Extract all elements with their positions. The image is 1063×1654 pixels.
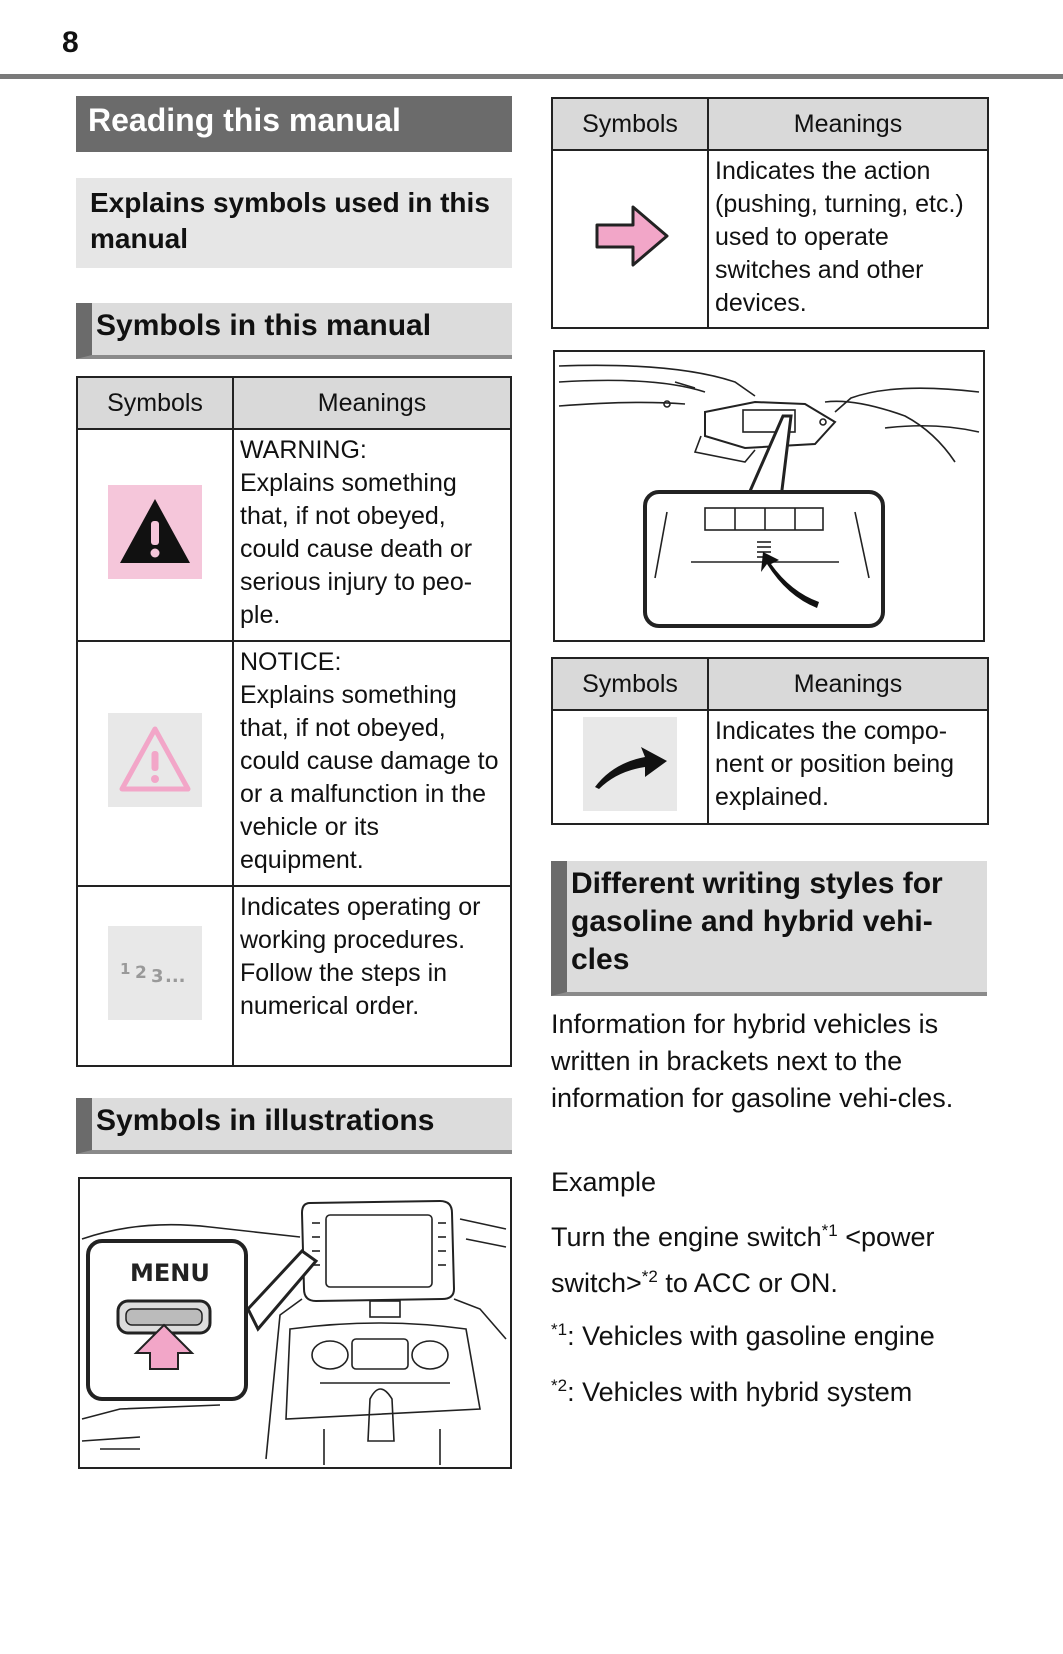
warning-triangle-icon (108, 485, 202, 579)
symbols-illustrations-heading: Symbols in illustrations (76, 1098, 512, 1154)
warning-text: WARNING: Explains something that, if not obeyed, could cause death or serious injury to peo-ple. (233, 429, 511, 641)
notice-cell (77, 641, 233, 886)
curved-arrow-icon (583, 717, 677, 811)
col-meanings: Meanings (233, 377, 511, 429)
col-meanings: Meanings (708, 658, 988, 710)
example-sentence: Turn the engine switch$^{*1}$ <power switch>$^{*2}$ to ACC or ON. (551, 1221, 935, 1298)
footnote-2: $^{*2}$: Vehicles with hybrid system (551, 1376, 913, 1407)
curved-arrow-cell (552, 710, 708, 824)
pink-arrow-icon (583, 189, 677, 283)
steps-123-icon (108, 926, 202, 1020)
writing-intro: Information for hybrid vehicles is written in brackets next to the information for gasoline vehi-cles. (551, 1009, 954, 1113)
steps-text: Indicates operating or working procedures. Follow the steps in numerical order. (233, 886, 511, 1066)
col-symbols: Symbols (552, 98, 708, 150)
example-label: Example (551, 1167, 657, 1197)
sub-heading: Explains symbols used in this manual (76, 178, 512, 268)
steps-cell (77, 886, 233, 1066)
top-rule (0, 74, 1063, 79)
curved-arrow-text: Indicates the compo-nent or position being explained. (708, 710, 988, 824)
symbols-manual-table (76, 376, 512, 1067)
svg-text:2: 2 (135, 962, 147, 983)
svg-text:3: 3 (151, 965, 164, 987)
menu-figure (78, 1177, 512, 1469)
main-heading: Reading this manual (76, 96, 512, 152)
notice-triangle-icon (108, 713, 202, 807)
col-symbols: Symbols (77, 377, 233, 429)
illus-table-2 (551, 657, 989, 825)
col-meanings: Meanings (708, 98, 988, 150)
footnote-1: $^{*1}$: Vehicles with gasoline engine (551, 1320, 935, 1351)
room-light-figure (553, 350, 985, 642)
col-symbols: Symbols (552, 658, 708, 710)
pink-arrow-text: Indicates the action (pushing, turning, etc.) used to operate switches and other devices. (708, 150, 988, 328)
notice-text: NOTICE: Explains something that, if not obeyed, could cause damage to or a malfunction in the vehicle or its equipment. (233, 641, 511, 886)
svg-text:...: ... (165, 965, 186, 987)
pink-arrow-cell (552, 150, 708, 328)
illus-table-1 (551, 97, 989, 329)
writing-styles-heading: Different writing styles for gasoline and hybrid vehi-cles (551, 861, 987, 996)
menu-label: MENU (130, 1259, 210, 1287)
symbols-manual-heading: Symbols in this manual (76, 303, 512, 359)
svg-text:1: 1 (120, 959, 131, 978)
page-number: 8 (62, 26, 79, 59)
warning-cell (77, 429, 233, 641)
